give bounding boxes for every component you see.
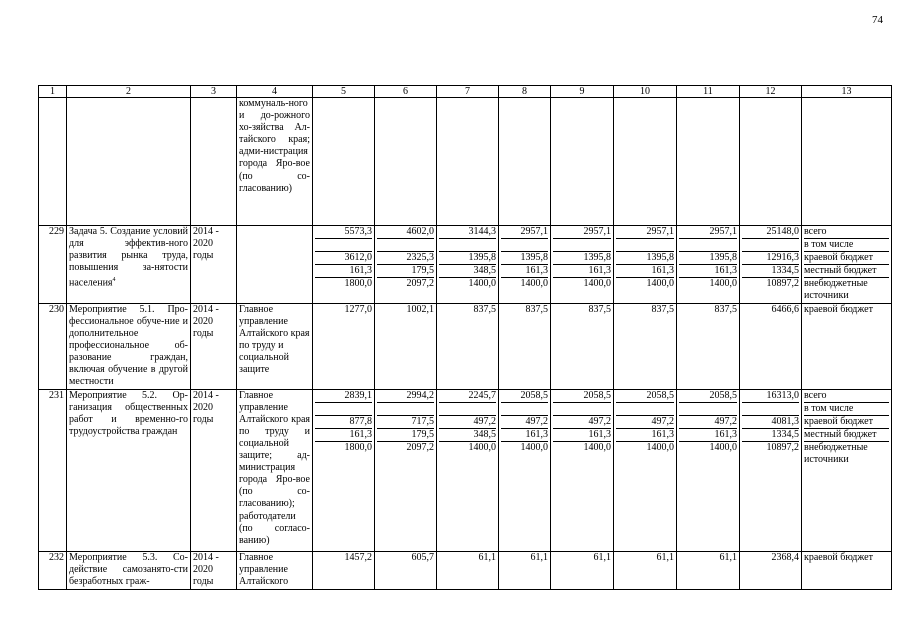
header-cell: 2 (67, 86, 191, 98)
row-number: 231 (39, 389, 67, 551)
executor-cell: Главное управление Алтайского края по труду и социальной защите (237, 303, 313, 389)
total-cell: 25148,0 12916,3 1334,5 10897,2 (740, 226, 802, 304)
value-cell: 61,1 (437, 551, 499, 589)
row-number: 230 (39, 303, 67, 389)
header-cell: 8 (499, 86, 551, 98)
value-cell: 5573,3 3612,0 161,3 1800,0 (313, 226, 375, 304)
period-cell: 2014 - 2020 годы (191, 303, 237, 389)
total-cell: 6466,6 (740, 303, 802, 389)
value-cell: 2839,1 877,8 161,3 1800,0 (313, 389, 375, 551)
value-cell: 1002,1 (375, 303, 437, 389)
page-number: 74 (872, 14, 883, 26)
row-number: 232 (39, 551, 67, 589)
table-row (39, 389, 892, 551)
value-cell: 3144,3 1395,8 348,5 1400,0 (437, 226, 499, 304)
header-cell: 10 (614, 86, 677, 98)
value-cell: 2058,5 497,2 161,3 1400,0 (614, 389, 677, 551)
header-cell: 6 (375, 86, 437, 98)
value-cell: 2957,1 1395,8 161,3 1400,0 (499, 226, 551, 304)
period-cell: 2014 - 2020 годы (191, 551, 237, 589)
source-cell: краевой бюджет (802, 551, 892, 589)
header-cell: 3 (191, 86, 237, 98)
header-cell: 5 (313, 86, 375, 98)
header-cell: 13 (802, 86, 892, 98)
value-cell: 2957,1 1395,8 161,3 1400,0 (551, 226, 614, 304)
executor-cell (237, 226, 313, 304)
row-number: 229 (39, 226, 67, 304)
value-cell: 61,1 (499, 551, 551, 589)
value-cell: 2994,2 717,5 179,5 2097,2 (375, 389, 437, 551)
value-cell: 1457,2 (313, 551, 375, 589)
source-cell: всего в том числе краевой бюджет местный бюджет внебюджетные источники (802, 389, 892, 551)
period-cell: 2014 - 2020 годы (191, 226, 237, 304)
measure-name: Задача 5. Создание условий для эффектив-ного развития рынка труда, повышения за-нятости населения$^4$ (67, 226, 191, 304)
value-cell: 61,1 (614, 551, 677, 589)
table-row (39, 98, 892, 226)
header-cell: 12 (740, 86, 802, 98)
executor-cell: Главное управление Алтайского (237, 551, 313, 589)
header-cell: 4 (237, 86, 313, 98)
value-cell: 837,5 (614, 303, 677, 389)
measure-name: Мероприятие 5.3. Со-действие самозанято-сти безработных граж- (67, 551, 191, 589)
value-cell: 837,5 (437, 303, 499, 389)
source-cell: всего в том числе краевой бюджет местный бюджет внебюджетные источники (802, 226, 892, 304)
header-cell: 1 (39, 86, 67, 98)
value-cell: 61,1 (677, 551, 740, 589)
value-cell: 837,5 (551, 303, 614, 389)
table-row (39, 226, 892, 304)
value-cell: 4602,0 2325,3 179,5 2097,2 (375, 226, 437, 304)
value-cell: 2058,5 497,2 161,3 1400,0 (499, 389, 551, 551)
value-cell: 2058,5 497,2 161,3 1400,0 (551, 389, 614, 551)
total-cell: 16313,0 4081,3 1334,5 10897,2 (740, 389, 802, 551)
source-cell: краевой бюджет (802, 303, 892, 389)
value-cell: 837,5 (677, 303, 740, 389)
executor-cell: коммуналь-ного и до-рожного хо-зяйства Ал-тайского края; адми-нистрация города Яро-вое (по со-гласованию) (237, 98, 313, 226)
header-row (39, 86, 892, 98)
table-row (39, 551, 892, 589)
value-cell: 2957,1 1395,8 161,3 1400,0 (614, 226, 677, 304)
executor-cell: Главное управление Алтайского края по труду и социальной защите; ад-министрация города Яро-вое (по со-гласованию); работодатели (по согласо-ванию) (237, 389, 313, 551)
value-cell: 2957,1 1395,8 161,3 1400,0 (677, 226, 740, 304)
total-cell: 2368,4 (740, 551, 802, 589)
value-cell: 605,7 (375, 551, 437, 589)
value-cell: 1277,0 (313, 303, 375, 389)
budget-table (38, 85, 892, 590)
header-cell: 11 (677, 86, 740, 98)
value-cell: 61,1 (551, 551, 614, 589)
header-cell: 9 (551, 86, 614, 98)
measure-name: Мероприятие 5.1. Про-фессиональное обуче-ние и дополнительное профессиональное об-разование граждан, включая обучение в другой местности (67, 303, 191, 389)
value-cell: 837,5 (499, 303, 551, 389)
value-cell: 2058,5 497,2 161,3 1400,0 (677, 389, 740, 551)
value-cell: 2245,7 497,2 348,5 1400,0 (437, 389, 499, 551)
header-cell: 7 (437, 86, 499, 98)
period-cell: 2014 - 2020 годы (191, 389, 237, 551)
measure-name: Мероприятие 5.2. Ор-ганизация общественных работ и временно-го трудоустройства граждан (67, 389, 191, 551)
table-row (39, 303, 892, 389)
